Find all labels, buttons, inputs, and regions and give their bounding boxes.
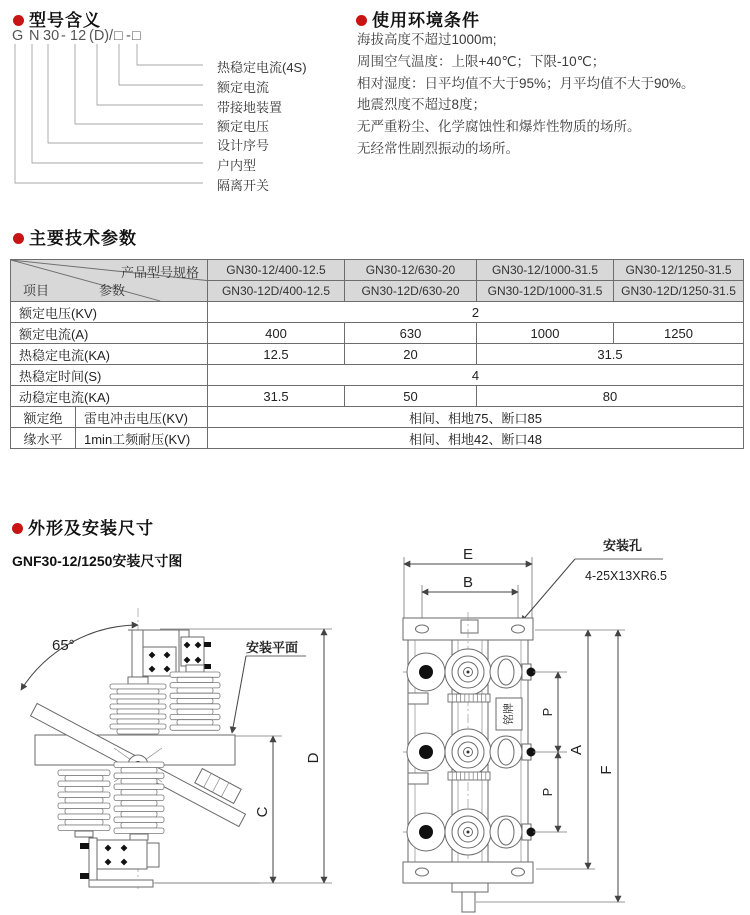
model-label: 额定电流 xyxy=(217,80,270,95)
row-label: 雷电冲击电压(KV) xyxy=(76,407,208,428)
dim-label-a: A xyxy=(568,744,585,756)
pole-row xyxy=(403,729,536,775)
table-cell: 2 xyxy=(208,302,744,323)
table-cell: 50 xyxy=(345,386,477,407)
model-token: / xyxy=(109,28,114,44)
corner-label-spec: 产品型号规格 xyxy=(120,265,199,280)
section-title-parameters xyxy=(13,224,137,249)
pole-row xyxy=(403,649,536,695)
model-token: (D) xyxy=(89,28,110,44)
angle-label: 65° xyxy=(52,637,75,654)
env-line: 地震烈度不超过8度； xyxy=(357,97,487,112)
table-row xyxy=(11,428,744,449)
table-cell: 4 xyxy=(208,365,744,386)
dim-label-b: B xyxy=(462,574,474,591)
model-column-header: GN30-12D/1000-31.5 xyxy=(477,281,614,302)
row-label-group: 缘水平 xyxy=(11,428,76,449)
model-label: 隔离开关 xyxy=(217,178,270,193)
corner-label-param: 参数 xyxy=(99,283,126,298)
mounting-hole-label: 安装孔 xyxy=(603,538,643,553)
model-column-header: GN30-12/630-20 xyxy=(345,260,477,281)
model-column-header: GN30-12/1000-31.5 xyxy=(477,260,614,281)
mounting-hole-spec: 4-25X13XR6.5 xyxy=(585,569,668,583)
row-label: 额定电压(KV) xyxy=(11,302,208,323)
model-column-header: GN30-12D/400-12.5 xyxy=(208,281,345,302)
env-line: 无经常性剧烈振动的场所。 xyxy=(357,141,519,156)
nameplate-label: 铭牌 xyxy=(503,703,515,725)
model-token-box: □ xyxy=(114,28,123,44)
red-bullet-icon xyxy=(356,15,367,26)
table-cell: 630 xyxy=(345,323,477,344)
model-token-box: □ xyxy=(132,28,141,44)
model-token: N xyxy=(29,28,40,44)
table-cell: 1000 xyxy=(477,323,614,344)
model-token: G xyxy=(12,28,24,44)
table-cell: 相间、相地42、断口48 xyxy=(208,428,744,449)
dim-label-e: E xyxy=(462,546,474,563)
model-column-header: GN30-12D/1250-31.5 xyxy=(614,281,744,302)
table-row xyxy=(11,407,744,428)
table-cell: 31.5 xyxy=(208,386,345,407)
table-cell: 31.5 xyxy=(477,344,744,365)
side-view-drawing xyxy=(10,590,350,915)
model-label: 带接地装置 xyxy=(217,100,283,115)
red-bullet-icon xyxy=(13,233,24,244)
model-label: 热稳定电流(4S) xyxy=(217,60,307,75)
red-bullet-icon xyxy=(12,523,23,534)
table-cell: 400 xyxy=(208,323,345,344)
parameters-table xyxy=(10,259,744,449)
table-row xyxy=(11,365,744,386)
row-label: 额定电流(A) xyxy=(11,323,208,344)
env-line: 周围空气温度：上限+40℃；下限-10℃； xyxy=(357,54,606,69)
table-row xyxy=(11,302,744,323)
top-view-drawing xyxy=(395,530,700,915)
env-line: 海拔高度不超过1000m; xyxy=(357,32,497,47)
model-token: - xyxy=(61,28,66,44)
pole-row xyxy=(403,809,536,855)
model-fork-lines xyxy=(0,44,215,194)
drawing-subtitle: GNF30-12/1250安装尺寸图 xyxy=(12,553,183,569)
section-title-text: 外形及安装尺寸 xyxy=(28,519,154,538)
section-title-text: 使用环境条件 xyxy=(372,11,480,30)
section-title-text: 主要技术参数 xyxy=(29,229,137,248)
dim-label-f: F xyxy=(598,765,615,775)
row-label: 1min工频耐压(KV) xyxy=(76,428,208,449)
table-row xyxy=(11,386,744,407)
model-token: 30 xyxy=(43,28,60,44)
table-cell: 20 xyxy=(345,344,477,365)
model-token: 12 xyxy=(70,28,87,44)
dim-label-d: D xyxy=(305,752,322,764)
row-label-group: 额定绝 xyxy=(11,407,76,428)
table-cell: 80 xyxy=(477,386,744,407)
dim-label-p1: P xyxy=(540,707,555,717)
table-row xyxy=(11,323,744,344)
corner-label-item: 项目 xyxy=(23,283,50,298)
dim-label-p2: P xyxy=(540,787,555,797)
model-label: 设计序号 xyxy=(217,138,270,153)
model-label: 额定电压 xyxy=(217,119,270,134)
model-column-header: GN30-12/400-12.5 xyxy=(208,260,345,281)
model-label: 户内型 xyxy=(217,158,257,173)
dim-label-c: C xyxy=(254,806,271,818)
table-cell: 12.5 xyxy=(208,344,345,365)
table-corner-cell xyxy=(11,260,208,302)
row-label: 动稳定电流(KA) xyxy=(11,386,208,407)
model-token: - xyxy=(126,28,131,44)
mounting-plane-label: 安装平面 xyxy=(246,640,299,655)
red-bullet-icon xyxy=(13,15,24,26)
env-line: 相对湿度：日平均值不大于95%；月平均值不大于90%。 xyxy=(357,76,695,91)
section-title-dimensions xyxy=(12,514,154,539)
section-title-text: 型号含义 xyxy=(29,11,101,30)
table-row xyxy=(11,344,744,365)
row-label: 热稳定时间(S) xyxy=(11,365,208,386)
model-column-header: GN30-12/1250-31.5 xyxy=(614,260,744,281)
table-cell: 相间、相地75、断口85 xyxy=(208,407,744,428)
row-label: 热稳定电流(KA) xyxy=(11,344,208,365)
env-line: 无严重粉尘、化学腐蚀性和爆炸性物质的场所。 xyxy=(357,119,641,134)
table-cell: 1250 xyxy=(614,323,744,344)
model-column-header: GN30-12D/630-20 xyxy=(345,281,477,302)
